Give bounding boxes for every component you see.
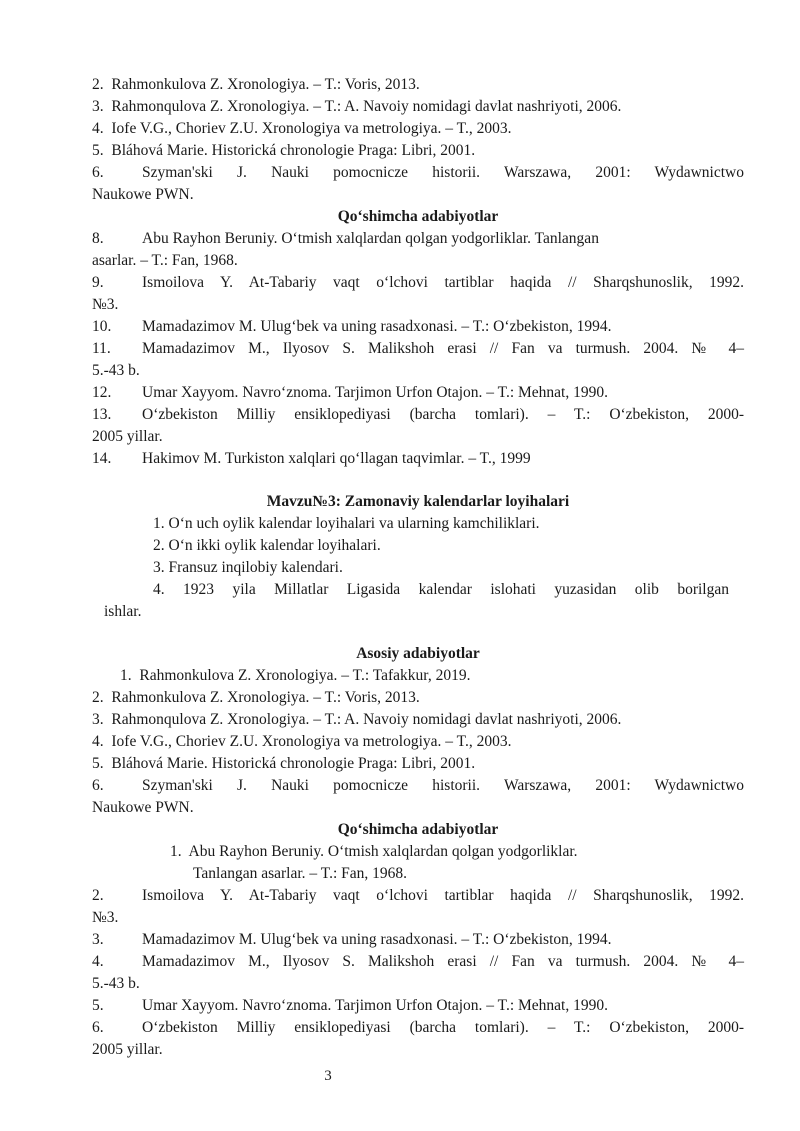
list-item-continuation: Naukowe PWN. (92, 799, 194, 816)
bibliography-list-additional (92, 228, 744, 470)
list-item-continuation: 2005 yillar. (92, 428, 163, 445)
list-item: 5. Bláhová Marie. Historická chronologie Praga: Libri, 2001. (92, 142, 476, 159)
bibliography-list-main (92, 665, 744, 819)
page-number: 3 (324, 1068, 332, 1084)
list-item-continuation: Tanlangan asarlar. – T.: Fan, 1968. (193, 865, 407, 882)
list-item: 9. Ismoilova Y. At-Tabariy vaqt o‘lchovi tartiblar haqida // Sharqshunoslik, 1992. (92, 274, 744, 291)
list-item-continuation: Naukowe PWN. (92, 186, 194, 203)
list-item: 2. Rahmonkulova Z. Xronologiya. – T.: Voris, 2013. (92, 76, 420, 93)
list-item: 10. Mamadazimov M. Ulug‘bek va uning rasadxonasi. – T.: O‘zbekiston, 1994. (92, 318, 612, 335)
bibliography-list-top (92, 74, 744, 206)
topic-item-continuation: ishlar. (104, 603, 142, 620)
list-item: 6. O‘zbekiston Milliy ensiklopediyasi (barcha tomlari). – T.: O‘zbekiston, 2000- (92, 1019, 744, 1036)
section-heading: Asosiy adabiyotlar (356, 645, 480, 662)
list-item-continuation: №3. (92, 296, 119, 313)
list-item: 4. Mamadazimov M., Ilyosov S. Malikshoh erasi // Fan va turmush. 2004. № 4– (92, 953, 744, 970)
topic-item: 2. O‘n ikki oylik kalendar loyihalari. (153, 537, 381, 554)
topic-item: 4. 1923 yila Millatlar Ligasida kalendar islohati yuzasidan olib borilgan (153, 581, 729, 598)
list-item: 11. Mamadazimov M., Ilyosov S. Malikshoh erasi // Fan va turmush. 2004. № 4– (92, 340, 744, 357)
list-item: 2. Ismoilova Y. At-Tabariy vaqt o‘lchovi tartiblar haqida // Sharqshunoslik, 1992. (92, 887, 744, 904)
list-item: 3. Rahmonqulova Z. Xronologiya. – T.: A. Navoiy nomidagi davlat nashriyoti, 2006. (92, 711, 622, 728)
list-item-continuation: №3. (92, 909, 119, 926)
list-item: 1. Rahmonkulova Z. Xronologiya. – T.: Tafakkur, 2019. (120, 667, 471, 684)
bibliography-list-additional-2 (92, 841, 744, 1061)
page-content (92, 74, 744, 1061)
list-item: 13. O‘zbekiston Milliy ensiklopediyasi (barcha tomlari). – T.: O‘zbekiston, 2000- (92, 406, 744, 423)
list-item: 6. Szyman'ski J. Nauki pomocnicze historii. Warszawa, 2001: Wydawnictwo (92, 164, 744, 181)
list-item: 12. Umar Xayyom. Navro‘znoma. Tarjimon Urfon Otajon. – T.: Mehnat, 1990. (92, 384, 608, 401)
list-item-continuation: 5.-43 b. (92, 362, 140, 379)
topic-items-list (92, 513, 744, 601)
section-heading: Qo‘shimcha adabiyotlar (337, 821, 499, 838)
list-item: 3. Mamadazimov M. Ulug‘bek va uning rasadxonasi. – T.: O‘zbekiston, 1994. (92, 931, 612, 948)
list-item: 3. Rahmonqulova Z. Xronologiya. – T.: A. Navoiy nomidagi davlat nashriyoti, 2006. (92, 98, 622, 115)
topic-item: 1. O‘n uch oylik kalendar loyihalari va ularning kamchiliklari. (153, 515, 540, 532)
list-item: 2. Rahmonkulova Z. Xronologiya. – T.: Voris, 2013. (92, 689, 420, 706)
list-item: 6. Szyman'ski J. Nauki pomocnicze historii. Warszawa, 2001: Wydawnictwo (92, 777, 744, 794)
list-item-continuation: 2005 yillar. (92, 1041, 163, 1058)
list-item: 4. Iofe V.G., Choriev Z.U. Xronologiya va metrologiya. – T., 2003. (92, 733, 512, 750)
list-item-continuation: asarlar. – T.: Fan, 1968. (92, 252, 238, 269)
list-item: 14. Hakimov M. Turkiston xalqlari qo‘llagan taqvimlar. – T., 1999 (92, 450, 531, 467)
list-item: 5. Bláhová Marie. Historická chronologie Praga: Libri, 2001. (92, 755, 476, 772)
topic-heading: Mavzu№3: Zamonaviy kalendarlar loyihalari (266, 493, 570, 510)
list-item: 1. Abu Rayhon Beruniy. O‘tmish xalqlardan qolgan yodgorliklar. (170, 843, 578, 860)
list-item: 5. Umar Xayyom. Navro‘znoma. Tarjimon Urfon Otajon. – T.: Mehnat, 1990. (92, 997, 608, 1014)
list-item-continuation: 5.-43 b. (92, 975, 140, 992)
section-heading: Qo‘shimcha adabiyotlar (337, 208, 499, 225)
list-item: 8. Abu Rayhon Beruniy. O‘tmish xalqlardan qolgan yodgorliklar. Tanlangan (92, 230, 599, 247)
list-item: 4. Iofe V.G., Choriev Z.U. Xronologiya va metrologiya. – T., 2003. (92, 120, 512, 137)
topic-item: 3. Fransuz inqilobiy kalendari. (153, 559, 343, 576)
